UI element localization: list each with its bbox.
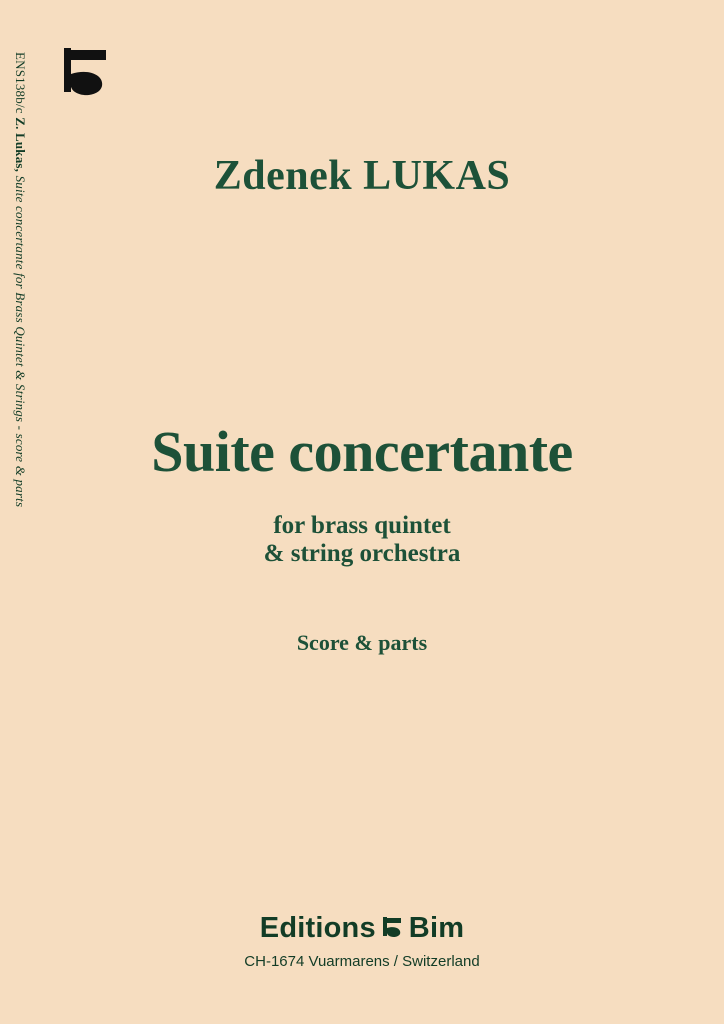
subtitle-line-1: for brass quintet [273, 512, 451, 539]
spine-work-title: Suite concertante for Brass Quintet & Strings - score & parts [13, 175, 28, 508]
spine-catalog-number: ENS138b/c [13, 52, 28, 114]
publisher-address: CH-1674 Vuarmarens / Switzerland [244, 953, 480, 970]
bim-note-icon [382, 917, 406, 943]
subtitle-line-2: & string orchestra [263, 540, 461, 567]
spine-author: Z. Lukas, [13, 117, 28, 173]
bim-note-logo-icon [62, 48, 118, 110]
page-title: Suite concertante [151, 419, 573, 484]
edition-type: Score & parts [296, 630, 428, 655]
publisher-name-part-2: Bim [408, 912, 465, 944]
composer-name: Zdenek LUKAS [213, 153, 511, 199]
publisher-name-part-1: Editions [259, 912, 376, 944]
subtitle [0, 512, 724, 568]
publisher-name [0, 912, 724, 945]
footer [0, 912, 724, 970]
